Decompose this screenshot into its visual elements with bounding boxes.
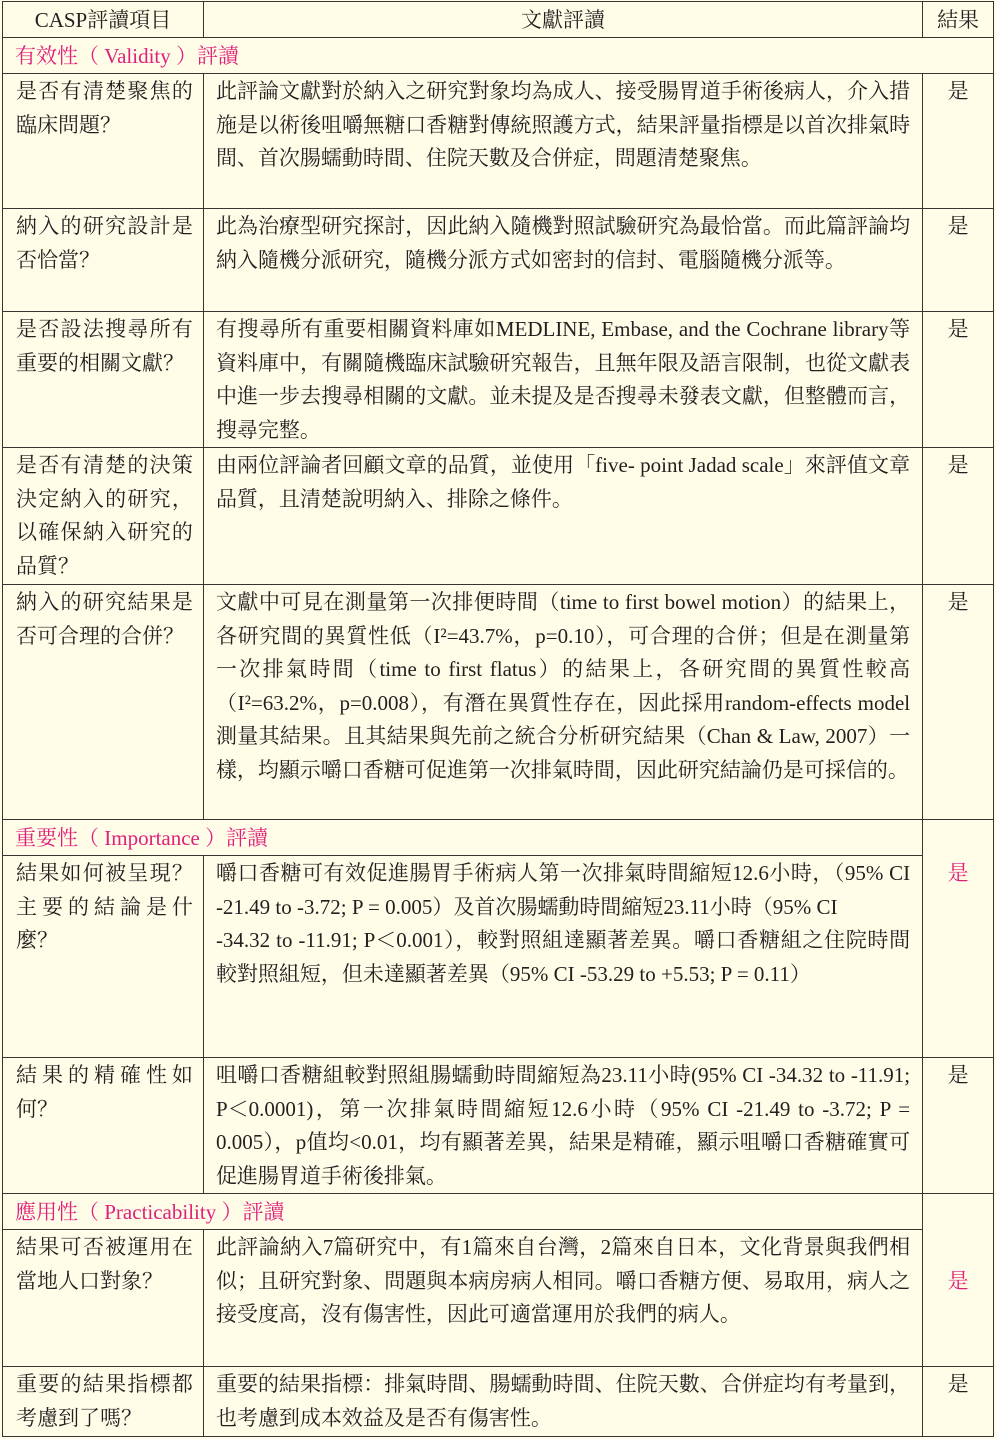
appraisal-review: 咀嚼口香糖組較對照組腸蠕動時間縮短為23.11小時(95% CI -34.32 to -11.91; P＜0.0001)，第一次排氣時間縮短12.6小時（95% CI -21.49 to -3.72; P = 0.005），p值均<0.01，均有顯著差異，結果是精確，顯示咀嚼口香糖確實可促進腸胃道手術後排氣。	[203, 1058, 922, 1194]
appraisal-review: 有搜尋所有重要相關資料庫如MEDLINE, Embase, and the Cochrane library等資料庫中，有關隨機臨床試驗研究報告，且無年限及語言限制，也從文獻表中進一步去搜尋相關的文獻。並未提及是否搜尋未發表文獻，但整體而言，搜尋完整。	[203, 312, 922, 448]
appraisal-item: 納入的研究結果是否可合理的合併？	[3, 585, 204, 820]
header-review: 文獻評讀	[203, 2, 922, 38]
appraisal-result: 是	[923, 312, 994, 448]
appraisal-review: 文獻中可見在測量第一次排便時間（time to first bowel motion）的結果上，各研究間的異質性低（I²=43.7%，p=0.10），可合理的合併；但是在測量第一次排氣時間（time to first flatus）的結果上，各研究間的異質性較高（I²=63.2%，p=0.008），有潛在異質性存在，因此採用random-effects model 測量其結果。且其結果與先前之統合分析研究結果（Chan & Law, 2007）一樣，均顯示嚼口香糖可促進第一次排氣時間，因此研究結論仍是可採信的。	[203, 585, 922, 820]
appraisal-result: 是	[923, 1367, 994, 1437]
appraisal-review: 由兩位評論者回顧文章的品質，並使用「five- point Jadad scale」來評值文章品質，且清楚說明納入、排除之條件。	[203, 448, 922, 585]
appraisal-item: 結果可否被運用在當地人口對象？	[3, 1230, 204, 1367]
table-row	[3, 1367, 994, 1437]
appraisal-result: 是	[923, 209, 994, 312]
appraisal-result: 是	[923, 1194, 994, 1367]
appraisal-review: 此評論納入7篇研究中，有1篇來自台灣，2篇來自日本，文化背景與我們相似；且研究對象、問題與本病房病人相同。嚼口香糖方便、易取用，病人之接受度高，沒有傷害性，因此可適當運用於我們的病人。	[203, 1230, 922, 1367]
section-importance	[3, 820, 994, 856]
table-row	[3, 1058, 994, 1194]
header-item: CASP評讀項目	[3, 2, 204, 38]
section-practicability	[3, 1194, 994, 1230]
appraisal-item: 是否有清楚的決策決定納入的研究，以確保納入研究的品質？	[3, 448, 204, 585]
appraisal-result: 是	[923, 820, 994, 1058]
appraisal-item: 結果的精確性如何？	[3, 1058, 204, 1194]
appraisal-review: 此評論文獻對於納入之研究對象均為成人、接受腸胃道手術後病人，介入措施是以術後咀嚼無糖口香糖對傳統照護方式，結果評量指標是以首次排氣時間、首次腸蠕動時間、住院天數及合併症，問題清楚聚焦。	[203, 74, 922, 209]
appraisal-result: 是	[923, 1058, 994, 1194]
table-row	[3, 209, 994, 312]
table-row	[3, 856, 994, 1058]
section-title: 應用性（ Practicability ）評讀	[3, 1194, 923, 1230]
table-row	[3, 74, 994, 209]
appraisal-review: 嚼口香糖可有效促進腸胃手術病人第一次排氣時間縮短12.6小時，（95% CI -21.49 to -3.72; P = 0.005）及首次腸蠕動時間縮短23.11小時（95% CI -34.32 to -11.91; P＜0.001），較對照組達顯著差異。嚼口香糖組之住院時間較對照組短，但未達顯著差異（95% CI -53.29 to +5.53; P = 0.11）	[203, 856, 922, 1058]
section-title: 有效性（ Validity ）評讀	[3, 38, 994, 74]
table-row	[3, 448, 994, 585]
header-result: 結果	[923, 2, 994, 38]
appraisal-item: 重要的結果指標都考慮到了嗎？	[3, 1367, 204, 1437]
table-row	[3, 585, 994, 820]
table-row	[3, 312, 994, 448]
appraisal-result: 是	[923, 448, 994, 585]
appraisal-review: 重要的結果指標：排氣時間、腸蠕動時間、住院天數、合併症均有考量到，也考慮到成本效益及是否有傷害性。	[203, 1367, 922, 1437]
appraisal-review: 此為治療型研究探討，因此納入隨機對照試驗研究為最恰當。而此篇評論均納入隨機分派研究，隨機分派方式如密封的信封、電腦隨機分派等。	[203, 209, 922, 312]
appraisal-result: 是	[923, 74, 994, 209]
casp-appraisal-table	[2, 1, 994, 1437]
section-title: 重要性（ Importance ）評讀	[3, 820, 923, 856]
appraisal-item: 結果如何被呈現？主要的結論是什麼？	[3, 856, 204, 1058]
table-row	[3, 1230, 994, 1367]
appraisal-item: 是否設法搜尋所有重要的相關文獻？	[3, 312, 204, 448]
table-header-row	[3, 2, 994, 38]
appraisal-result: 是	[923, 585, 994, 820]
appraisal-item: 是否有清楚聚焦的臨床問題？	[3, 74, 204, 209]
appraisal-item: 納入的研究設計是否恰當？	[3, 209, 204, 312]
section-validity	[3, 38, 994, 74]
